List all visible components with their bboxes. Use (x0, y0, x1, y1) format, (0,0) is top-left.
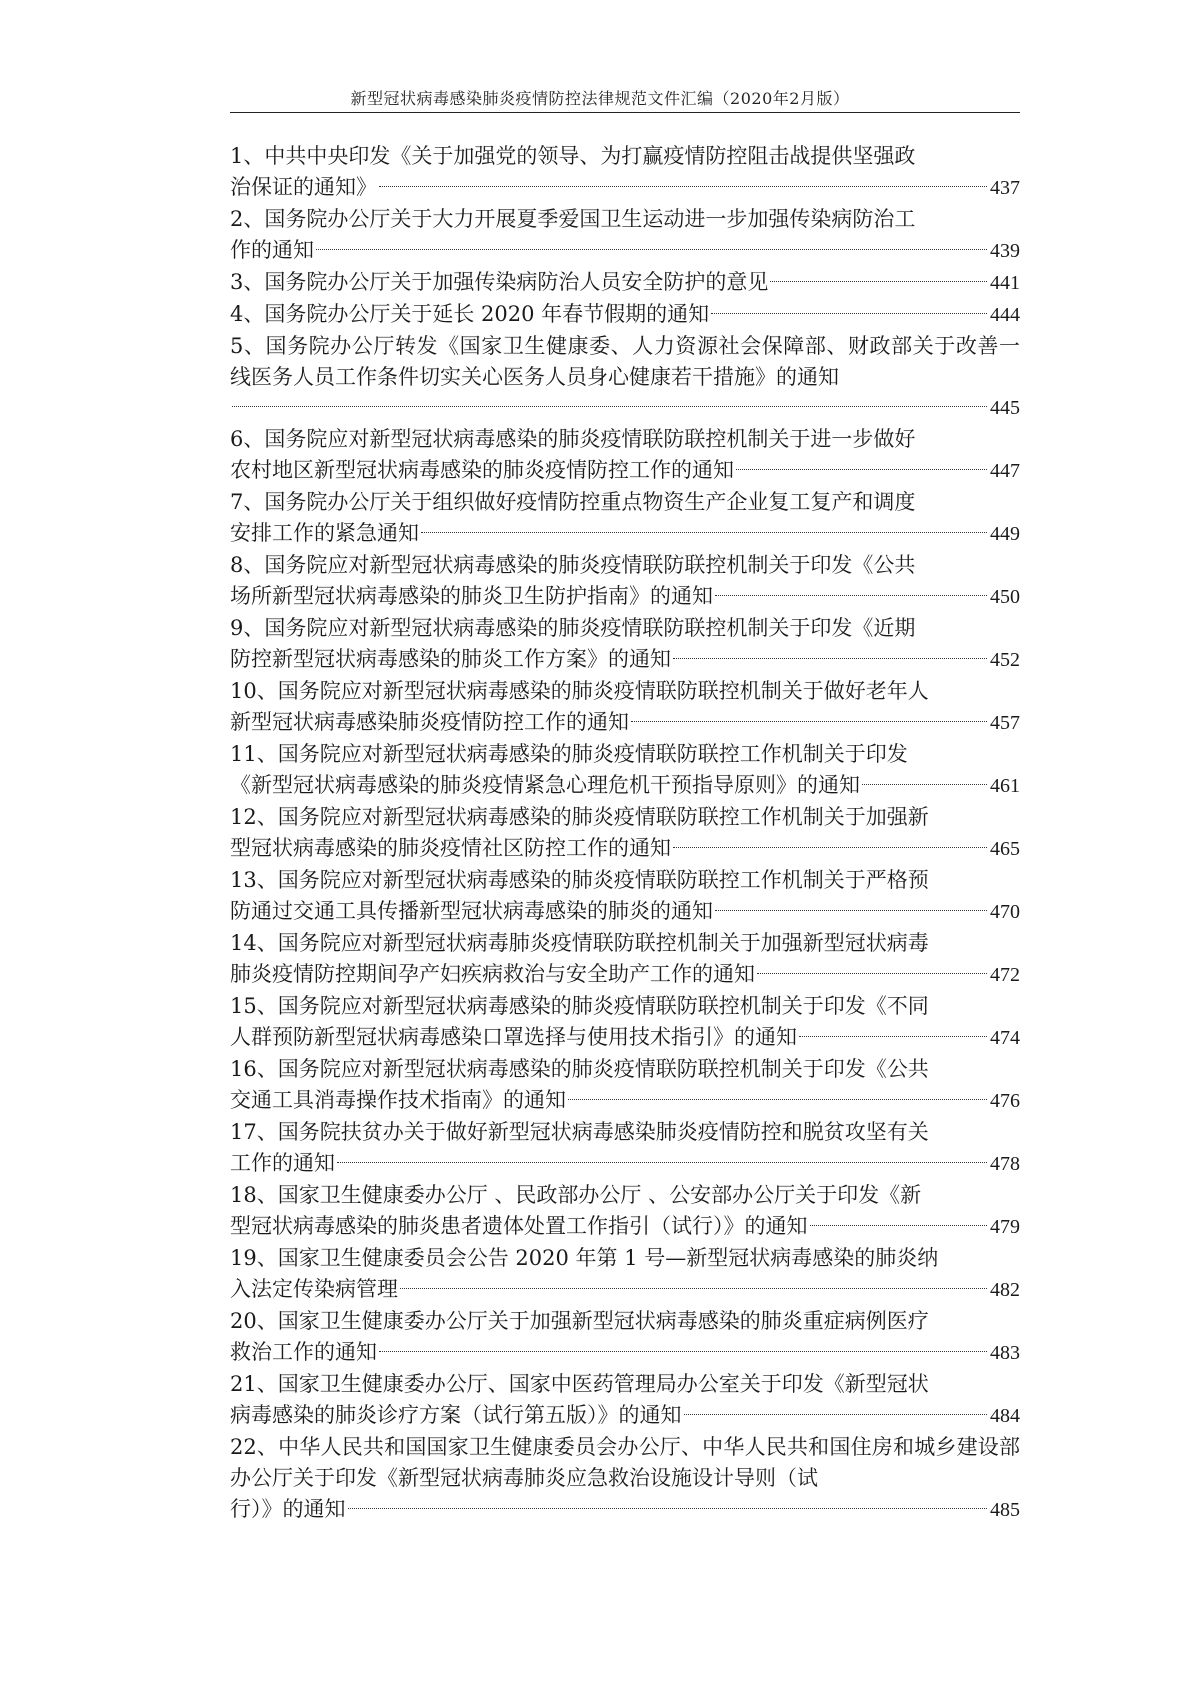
toc-entry[interactable] (230, 331, 1020, 424)
toc-entry[interactable] (230, 1180, 1020, 1243)
dot-leader (379, 1351, 987, 1352)
toc-entry-title-tail: 农村地区新型冠状病毒感染的肺炎疫情防控工作的通知 (230, 458, 734, 482)
toc-page-number: 445 (990, 397, 1020, 419)
toc-entry-title-tail: 型冠状病毒感染的肺炎患者遗体处置工作指引（试行）》的通知 (230, 1214, 808, 1238)
toc-entry-title-tail: 安排工作的紧急通知 (230, 521, 419, 545)
toc-entry-title: 10、国务院应对新型冠状病毒感染的肺炎疫情联防联控机制关于做好老年人 (230, 679, 929, 703)
toc-entry-title-tail: 《新型冠状病毒感染的肺炎疫情紧急心理危机干预指导原则》的通知 (230, 773, 860, 797)
toc-entry[interactable] (230, 1054, 1020, 1117)
toc-entry-title: 2、国务院办公厅关于大力开展夏季爱国卫生运动进一步加强传染病防治工 (230, 207, 916, 231)
dot-leader (862, 784, 987, 785)
dot-leader (684, 1414, 988, 1415)
toc-entry[interactable] (230, 550, 1020, 613)
dot-leader (711, 313, 987, 314)
toc-entry-title-tail: 防通过交通工具传播新型冠状病毒感染的肺炎的通知 (230, 899, 713, 923)
toc-page-number: 478 (990, 1153, 1020, 1175)
dot-leader (715, 910, 987, 911)
toc-page-number: 447 (990, 460, 1020, 482)
toc-page-number: 452 (990, 649, 1020, 671)
dot-leader (568, 1099, 987, 1100)
table-of-contents (230, 141, 1020, 1526)
toc-page-number: 449 (990, 523, 1020, 545)
toc-entry-title: 15、国务院应对新型冠状病毒感染的肺炎疫情联防联控机制关于印发《不同 (230, 994, 929, 1018)
dot-leader (316, 249, 987, 250)
dot-leader (400, 1288, 987, 1289)
toc-page-number: 461 (990, 775, 1020, 797)
toc-entry[interactable] (230, 424, 1020, 487)
toc-entry-title-tail: 新型冠状病毒感染肺炎疫情防控工作的通知 (230, 710, 629, 734)
dot-leader (757, 973, 987, 974)
dot-leader (799, 1036, 987, 1037)
toc-entry[interactable] (230, 1432, 1020, 1526)
toc-entry-title: 5、国务院办公厅转发《国家卫生健康委、人力资源社会保障部、财政部关于改善一线医务人员工作条件切实关心医务人员身心健康若干措施》的通知 (230, 334, 1020, 389)
toc-entry-title: 12、国务院应对新型冠状病毒感染的肺炎疫情联防联控工作机制关于加强新 (230, 805, 929, 829)
page-header: 新型冠状病毒感染肺炎疫情防控法律规范文件汇编（2020年2月版） (350, 89, 850, 108)
toc-entry[interactable] (230, 267, 1020, 299)
dot-leader (673, 847, 987, 848)
dot-leader (348, 1508, 988, 1509)
toc-entry-title-tail: 行）》的通知 (230, 1497, 346, 1521)
toc-page-number: 485 (990, 1499, 1020, 1521)
dot-leader (337, 1162, 987, 1163)
toc-page-number: 484 (990, 1405, 1020, 1427)
toc-page-number: 450 (990, 586, 1020, 608)
toc-entry-title-tail: 防控新型冠状病毒感染的肺炎工作方案》的通知 (230, 647, 671, 671)
toc-page-number: 437 (990, 177, 1020, 199)
toc-entry-title: 21、国家卫生健康委办公厅、国家中医药管理局办公室关于印发《新型冠状 (230, 1372, 929, 1396)
toc-entry[interactable] (230, 1369, 1020, 1432)
toc-entry[interactable] (230, 676, 1020, 739)
dot-leader (770, 281, 987, 282)
toc-entry[interactable] (230, 928, 1020, 991)
toc-entry-title: 4、国务院办公厅关于延长 2020 年春节假期的通知 (230, 302, 710, 326)
toc-entry-title: 16、国务院应对新型冠状病毒感染的肺炎疫情联防联控机制关于印发《公共 (230, 1057, 929, 1081)
toc-page-number: 476 (990, 1090, 1020, 1112)
toc-entry[interactable] (230, 487, 1020, 550)
toc-entry-title: 11、国务院应对新型冠状病毒感染的肺炎疫情联防联控工作机制关于印发 (230, 742, 908, 766)
toc-entry-title: 9、国务院应对新型冠状病毒感染的肺炎疫情联防联控机制关于印发《近期 (230, 616, 916, 640)
dot-leader (715, 595, 987, 596)
toc-entry-title-tail: 病毒感染的肺炎诊疗方案（试行第五版）》的通知 (230, 1403, 682, 1427)
toc-page-number: 444 (990, 304, 1020, 326)
toc-entry[interactable] (230, 1243, 1020, 1306)
header-rule (230, 112, 1020, 113)
toc-entry[interactable] (230, 299, 1020, 331)
toc-entry[interactable] (230, 865, 1020, 928)
toc-entry-title-tail: 场所新型冠状病毒感染的肺炎卫生防护指南》的通知 (230, 584, 713, 608)
toc-entry-title: 20、国家卫生健康委办公厅关于加强新型冠状病毒感染的肺炎重症病例医疗 (230, 1309, 929, 1333)
toc-entry[interactable] (230, 204, 1020, 267)
dot-leader (421, 532, 987, 533)
toc-entry-title: 19、国家卫生健康委员会公告 2020 年第 1 号—新型冠状病毒感染的肺炎纳 (230, 1246, 939, 1270)
toc-page-number: 474 (990, 1027, 1020, 1049)
toc-page-number: 483 (990, 1342, 1020, 1364)
toc-entry-title-tail: 型冠状病毒感染的肺炎疫情社区防控工作的通知 (230, 836, 671, 860)
toc-entry-title: 17、国务院扶贫办关于做好新型冠状病毒感染肺炎疫情防控和脱贫攻坚有关 (230, 1120, 929, 1144)
toc-entry[interactable] (230, 141, 1020, 204)
toc-entry-title: 6、国务院应对新型冠状病毒感染的肺炎疫情联防联控机制关于进一步做好 (230, 427, 916, 451)
toc-entry[interactable] (230, 991, 1020, 1054)
toc-entry[interactable] (230, 1306, 1020, 1369)
toc-page-number: 479 (990, 1216, 1020, 1238)
dot-leader (631, 721, 987, 722)
toc-page-number: 465 (990, 838, 1020, 860)
toc-entry-title-tail: 入法定传染病管理 (230, 1277, 398, 1301)
toc-entry-title-tail: 交通工具消毒操作技术指南》的通知 (230, 1088, 566, 1112)
toc-entry-title-tail: 治保证的通知》 (230, 175, 377, 199)
toc-entry[interactable] (230, 613, 1020, 676)
dot-leader (736, 469, 987, 470)
toc-entry-title-tail: 作的通知 (230, 238, 314, 262)
toc-entry-title: 18、国家卫生健康委办公厅 、民政部办公厅 、公安部办公厅关于印发《新 (230, 1183, 922, 1207)
toc-entry-title: 14、国务院应对新型冠状病毒肺炎疫情联防联控机制关于加强新型冠状病毒 (230, 931, 929, 955)
toc-entry-title: 3、国务院办公厅关于加强传染病防治人员安全防护的意见 (230, 270, 769, 294)
toc-page-number: 470 (990, 901, 1020, 923)
toc-entry[interactable] (230, 739, 1020, 802)
toc-entry-title: 22、中华人民共和国国家卫生健康委员会办公厅、中华人民共和国住房和城乡建设部办公厅关于印发《新型冠状病毒肺炎应急救治设施设计导则（试 (230, 1435, 1020, 1490)
dot-leader (379, 186, 987, 187)
toc-page-number: 472 (990, 964, 1020, 986)
toc-page-number: 482 (990, 1279, 1020, 1301)
toc-entry-title: 1、中共中央印发《关于加强党的领导、为打赢疫情防控阻击战提供坚强政 (230, 144, 916, 168)
toc-entry[interactable] (230, 1117, 1020, 1180)
dot-leader (232, 406, 987, 407)
toc-entry-title-tail: 人群预防新型冠状病毒感染口罩选择与使用技术指引》的通知 (230, 1025, 797, 1049)
toc-entry-title-tail: 肺炎疫情防控期间孕产妇疾病救治与安全助产工作的通知 (230, 962, 755, 986)
toc-entry-title-tail: 救治工作的通知 (230, 1340, 377, 1364)
toc-page-number: 457 (990, 712, 1020, 734)
toc-page-number: 439 (990, 240, 1020, 262)
toc-entry-title-tail: 工作的通知 (230, 1151, 335, 1175)
toc-entry-title: 13、国务院应对新型冠状病毒感染的肺炎疫情联防联控工作机制关于严格预 (230, 868, 929, 892)
dot-leader (810, 1225, 988, 1226)
toc-entry-title: 7、国务院办公厅关于组织做好疫情防控重点物资生产企业复工复产和调度 (230, 490, 916, 514)
toc-entry-title: 8、国务院应对新型冠状病毒感染的肺炎疫情联防联控机制关于印发《公共 (230, 553, 916, 577)
toc-page-number: 441 (990, 272, 1020, 294)
dot-leader (673, 658, 987, 659)
toc-entry[interactable] (230, 802, 1020, 865)
